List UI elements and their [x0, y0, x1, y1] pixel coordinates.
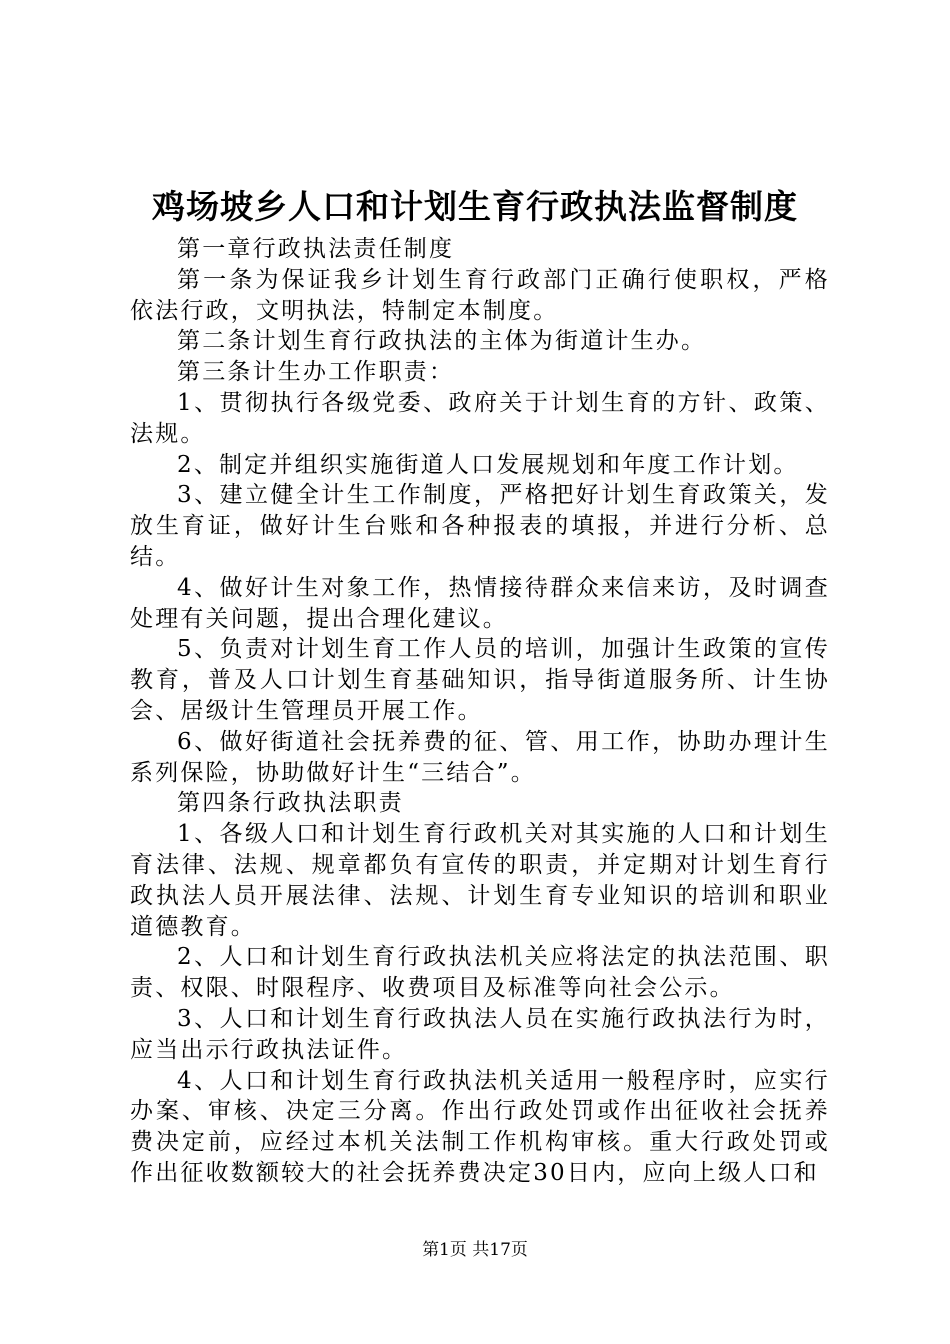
page-number-label: 第1页 共17页 — [422, 1240, 528, 1260]
list-item: 6、做好街道社会抚养费的征、管、用工作，协助办理计生系列保险，协助做好计生“三结合”。 — [130, 728, 830, 786]
list-item: 2、人口和计划生育行政执法机关应将法定的执法范围、职责、权限、时限程序、收费项目及标准等向社会公示。 — [130, 944, 830, 1002]
list-item: 5、负责对计划生育工作人员的培训，加强计生政策的宣传教育，普及人口计划生育基础知识，指导街道服务所、计生协会、居级计生管理员开展工作。 — [130, 636, 830, 724]
article-paragraph: 第二条计划生育行政执法的主体为街道计生办。 — [177, 328, 707, 355]
document-title: 鸡场坡乡人口和计划生育行政执法监督制度 — [152, 187, 798, 226]
list-item: 3、人口和计划生育行政执法人员在实施行政执法行为时，应当出示行政执法证件。 — [130, 1005, 830, 1063]
article-paragraph: 第四条行政执法职责 — [177, 790, 404, 817]
document-body — [130, 234, 830, 1189]
list-item: 1、各级人口和计划生育行政机关对其实施的人口和计划生育法律、法规、规章都负有宣传的职责，并定期对计划生育行政执法人员开展法律、法规、计划生育专业知识的培训和职业道德教育。 — [130, 821, 830, 940]
page-footer — [0, 1238, 950, 1262]
list-item: 3、建立健全计生工作制度，严格把好计划生育政策关，发放生育证，做好计生台账和各种报表的填报，并进行分析、总结。 — [130, 482, 830, 570]
list-item: 4、人口和计划生育行政执法机关适用一般程序时，应实行办案、审核、决定三分离。作出行政处罚或作出征收社会抚养费决定前，应经过本机关法制工作机构审核。重大行政处罚或作出征收数额较大的社会抚养费决定30日内，应向上级人口和 — [130, 1067, 830, 1186]
chapter-heading: 第一章行政执法责任制度 — [177, 236, 455, 262]
list-item: 4、做好计生对象工作，热情接待群众来信来访，及时调查处理有关问题，提出合理化建议。 — [130, 574, 830, 632]
article-paragraph: 第一条为保证我乡计划生育行政部门正确行使职权，严格依法行政，文明执法，特制定本制度。 — [130, 266, 830, 324]
article-paragraph: 第三条计生办工作职责： — [177, 359, 455, 386]
list-item: 2、制定并组织实施街道人口发展规划和年度工作计划。 — [177, 451, 799, 478]
list-item: 1、贯彻执行各级党委、政府关于计划生育的方针、政策、法规。 — [130, 389, 830, 447]
